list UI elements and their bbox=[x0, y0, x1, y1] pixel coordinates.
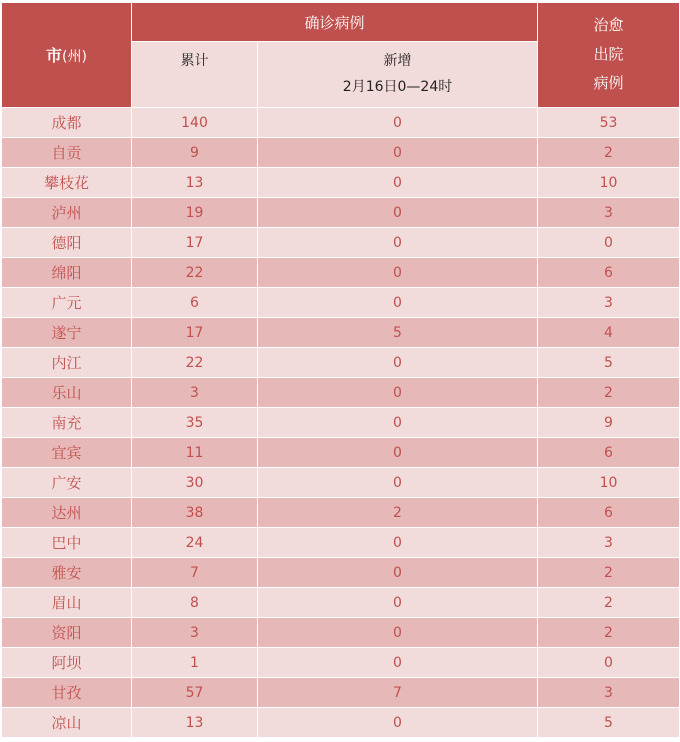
cured-cell: 4 bbox=[538, 318, 680, 348]
cumulative-header-label: 累计 bbox=[180, 53, 209, 69]
table-row bbox=[2, 318, 680, 348]
new-cell: 0 bbox=[258, 288, 538, 318]
cured-header-line2: 出院 bbox=[593, 45, 624, 63]
new-cell: 0 bbox=[258, 438, 538, 468]
cumulative-cell: 35 bbox=[132, 408, 258, 438]
new-column-header bbox=[258, 42, 538, 108]
cured-cell: 0 bbox=[538, 228, 680, 258]
cumulative-cell: 13 bbox=[132, 168, 258, 198]
table-row bbox=[2, 408, 680, 438]
table-row bbox=[2, 288, 680, 318]
city-cell: 资阳 bbox=[2, 618, 132, 648]
table-row bbox=[2, 588, 680, 618]
table-row bbox=[2, 498, 680, 528]
cured-header-line3: 病例 bbox=[593, 74, 624, 92]
cured-cell: 10 bbox=[538, 168, 680, 198]
new-cell: 0 bbox=[258, 528, 538, 558]
case-table bbox=[1, 2, 680, 738]
cumulative-cell: 17 bbox=[132, 228, 258, 258]
table-row bbox=[2, 648, 680, 678]
city-header-label: 市 bbox=[46, 46, 63, 65]
cured-cell: 3 bbox=[538, 528, 680, 558]
city-cell: 德阳 bbox=[2, 228, 132, 258]
city-cell: 成都 bbox=[2, 108, 132, 138]
new-cell: 0 bbox=[258, 138, 538, 168]
table-header bbox=[2, 3, 680, 108]
new-cell: 7 bbox=[258, 678, 538, 708]
new-cell: 0 bbox=[258, 108, 538, 138]
cured-cell: 53 bbox=[538, 108, 680, 138]
table-row bbox=[2, 108, 680, 138]
cumulative-cell: 9 bbox=[132, 138, 258, 168]
cured-cell: 3 bbox=[538, 678, 680, 708]
new-cell: 0 bbox=[258, 198, 538, 228]
city-column-header bbox=[2, 3, 132, 108]
cumulative-cell: 140 bbox=[132, 108, 258, 138]
cured-cell: 2 bbox=[538, 378, 680, 408]
cumulative-cell: 22 bbox=[132, 258, 258, 288]
new-cell: 0 bbox=[258, 378, 538, 408]
city-cell: 遂宁 bbox=[2, 318, 132, 348]
new-cell: 0 bbox=[258, 648, 538, 678]
cured-cell: 6 bbox=[538, 258, 680, 288]
city-cell: 广安 bbox=[2, 468, 132, 498]
cumulative-cell: 17 bbox=[132, 318, 258, 348]
cumulative-cell: 13 bbox=[132, 708, 258, 738]
table-row bbox=[2, 198, 680, 228]
confirmed-header-label: 确诊病例 bbox=[304, 13, 365, 32]
confirmed-group-header bbox=[132, 3, 538, 42]
city-cell: 阿坝 bbox=[2, 648, 132, 678]
city-cell: 达州 bbox=[2, 498, 132, 528]
city-cell: 甘孜 bbox=[2, 678, 132, 708]
cured-header-line1: 治愈 bbox=[593, 16, 624, 34]
cumulative-column-header bbox=[132, 42, 258, 108]
cumulative-cell: 3 bbox=[132, 618, 258, 648]
city-cell: 巴中 bbox=[2, 528, 132, 558]
cured-cell: 5 bbox=[538, 348, 680, 378]
city-cell: 内江 bbox=[2, 348, 132, 378]
new-cell: 0 bbox=[258, 168, 538, 198]
cured-cell: 2 bbox=[538, 138, 680, 168]
cured-cell: 5 bbox=[538, 708, 680, 738]
table-row bbox=[2, 558, 680, 588]
new-cell: 0 bbox=[258, 588, 538, 618]
cumulative-cell: 30 bbox=[132, 468, 258, 498]
city-cell: 宜宾 bbox=[2, 438, 132, 468]
cumulative-cell: 11 bbox=[132, 438, 258, 468]
table-row bbox=[2, 138, 680, 168]
city-cell: 绵阳 bbox=[2, 258, 132, 288]
new-header-period: 2月16日0—24时 bbox=[342, 79, 453, 95]
city-cell: 凉山 bbox=[2, 708, 132, 738]
table-row bbox=[2, 348, 680, 378]
city-cell: 眉山 bbox=[2, 588, 132, 618]
city-cell: 南充 bbox=[2, 408, 132, 438]
cumulative-cell: 8 bbox=[132, 588, 258, 618]
cured-cell: 10 bbox=[538, 468, 680, 498]
new-header-label: 新增 bbox=[383, 53, 412, 69]
new-cell: 0 bbox=[258, 348, 538, 378]
table-row bbox=[2, 708, 680, 738]
cumulative-cell: 6 bbox=[132, 288, 258, 318]
city-cell: 自贡 bbox=[2, 138, 132, 168]
cured-cell: 6 bbox=[538, 498, 680, 528]
cured-cell: 2 bbox=[538, 588, 680, 618]
city-cell: 乐山 bbox=[2, 378, 132, 408]
table-row bbox=[2, 258, 680, 288]
city-cell: 攀枝花 bbox=[2, 168, 132, 198]
table-row bbox=[2, 228, 680, 258]
table-row bbox=[2, 378, 680, 408]
cumulative-cell: 24 bbox=[132, 528, 258, 558]
new-cell: 0 bbox=[258, 558, 538, 588]
cumulative-cell: 19 bbox=[132, 198, 258, 228]
table-body bbox=[2, 108, 680, 738]
cured-cell: 9 bbox=[538, 408, 680, 438]
cumulative-cell: 3 bbox=[132, 378, 258, 408]
case-table-container bbox=[1, 2, 679, 738]
new-cell: 0 bbox=[258, 708, 538, 738]
new-cell: 5 bbox=[258, 318, 538, 348]
cured-cell: 2 bbox=[538, 558, 680, 588]
city-cell: 广元 bbox=[2, 288, 132, 318]
new-cell: 0 bbox=[258, 258, 538, 288]
cured-cell: 0 bbox=[538, 648, 680, 678]
cured-cell: 3 bbox=[538, 288, 680, 318]
new-cell: 0 bbox=[258, 468, 538, 498]
cumulative-cell: 7 bbox=[132, 558, 258, 588]
cured-cell: 2 bbox=[538, 618, 680, 648]
table-row bbox=[2, 678, 680, 708]
cumulative-cell: 22 bbox=[132, 348, 258, 378]
cured-cell: 6 bbox=[538, 438, 680, 468]
city-cell: 雅安 bbox=[2, 558, 132, 588]
table-row bbox=[2, 528, 680, 558]
city-header-suffix: (州) bbox=[62, 49, 87, 65]
table-row bbox=[2, 468, 680, 498]
new-cell: 0 bbox=[258, 228, 538, 258]
cumulative-cell: 38 bbox=[132, 498, 258, 528]
cured-column-header bbox=[538, 3, 680, 108]
new-cell: 0 bbox=[258, 618, 538, 648]
cured-cell: 3 bbox=[538, 198, 680, 228]
cumulative-cell: 1 bbox=[132, 648, 258, 678]
cumulative-cell: 57 bbox=[132, 678, 258, 708]
new-cell: 2 bbox=[258, 498, 538, 528]
table-row bbox=[2, 438, 680, 468]
new-cell: 0 bbox=[258, 408, 538, 438]
table-row bbox=[2, 168, 680, 198]
city-cell: 泸州 bbox=[2, 198, 132, 228]
table-row bbox=[2, 618, 680, 648]
